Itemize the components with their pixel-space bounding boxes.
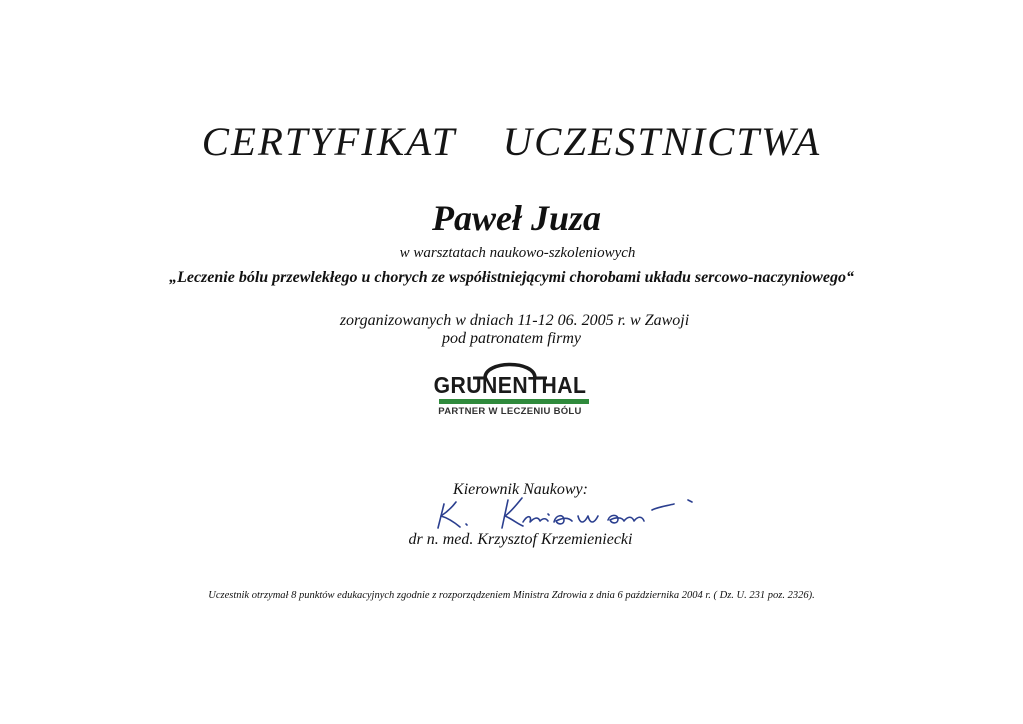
workshop-intro: w warsztatach naukowo-szkoleniowych [399,245,636,261]
sponsor-tagline: PARTNER W LECZENIU BÓLU [438,406,582,417]
footnote: Uczestnik otrzymał 8 punktów edukacyjnych zgodnie z rozporządzeniem Ministra Zdrowia z dnia 6 października 2004 r. ( Dz. U. 231 poz. 2326). [208,590,815,601]
certificate-title: CERTYFIKAT UCZESTNICTWA [201,119,822,164]
logo-accent-bar [439,399,589,404]
participant-name: Paweł Juza [431,198,601,238]
organized-dates: zorganizowanych w dniach 11-12 06. 2005 r. w Zawoji [339,312,690,329]
workshop-title: „Leczenie bólu przewlekłego u chorych ze współistniejącymi chorobami układu sercowo-naczyniowego“ [169,269,854,286]
patronage-text: pod patronatem firmy [442,330,581,347]
signature-image [430,494,700,534]
scientific-head-label: Kierownik Naukowy: [453,481,588,498]
sponsor-name: GRUNENTHAL [433,372,587,398]
signer-name: dr n. med. Krzysztof Krzemieniecki [408,531,633,548]
sponsor-logo [427,354,593,424]
